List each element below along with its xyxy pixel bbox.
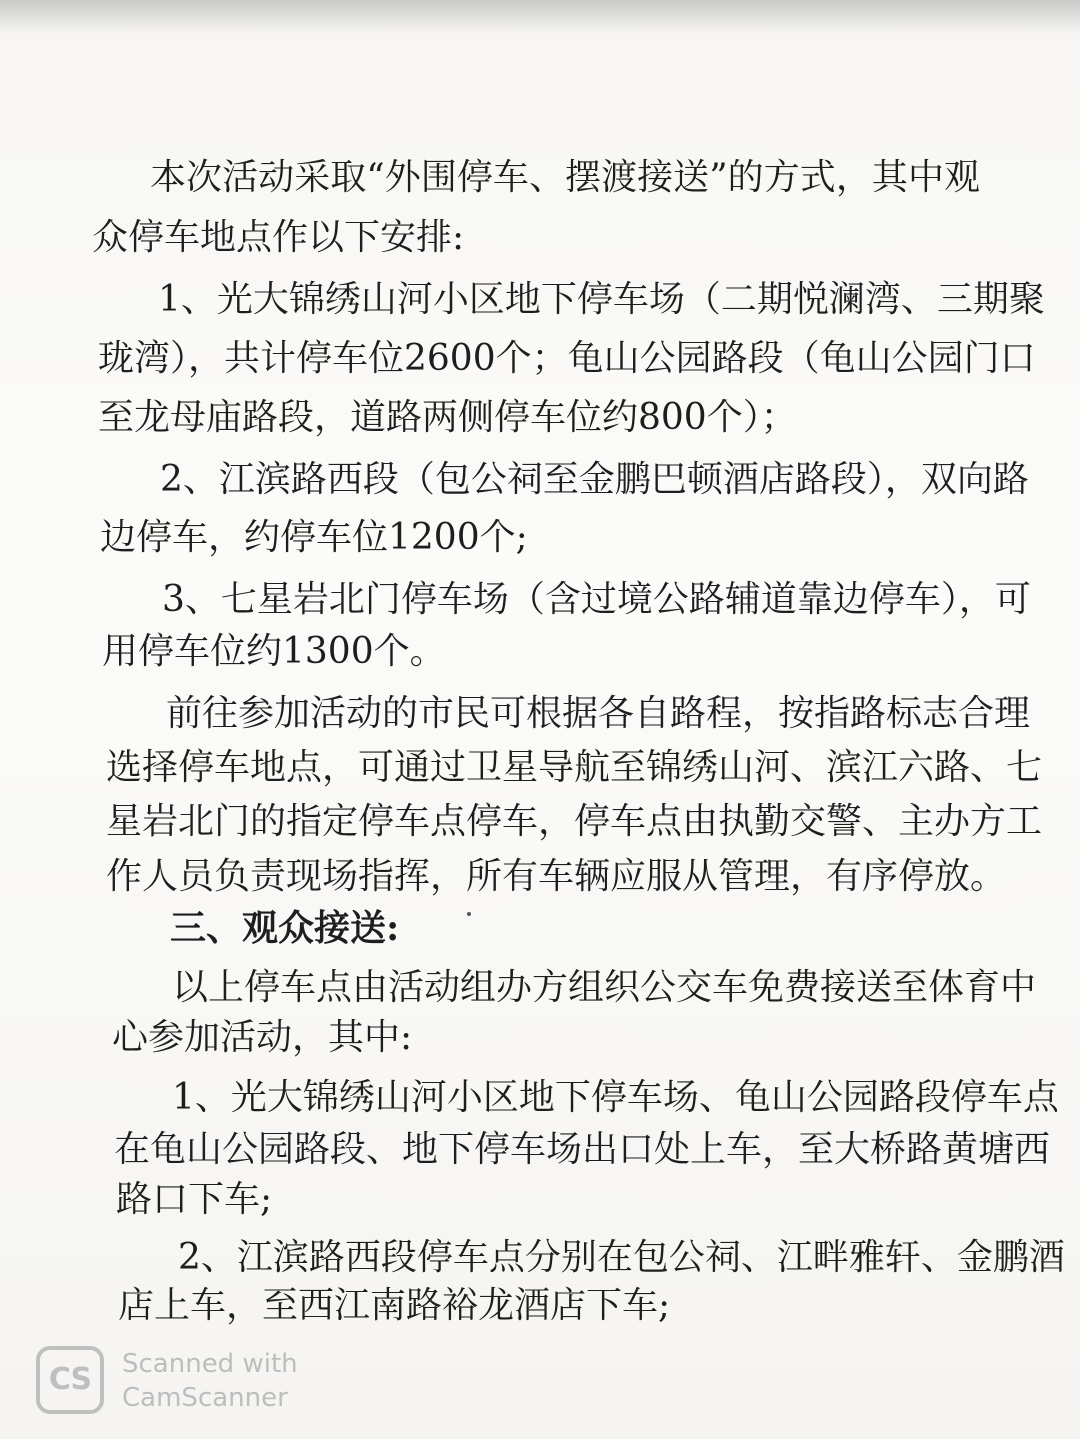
text-line-8: 3、七星岩北门停车场（含过境公路辅道靠边停车），可 (162, 579, 1031, 620)
camscanner-watermark (36, 1346, 336, 1418)
text-line-11: 选择停车地点，可通过卫星导航至锦绣山河、滨江六路、七 (106, 747, 1043, 788)
text-line-20: 店上车，至西江南路裕龙酒店下车; (118, 1285, 671, 1326)
text-line-18: 路口下车; (116, 1179, 273, 1220)
camscanner-logo-icon: CS (36, 1346, 104, 1414)
watermark-line-1: Scanned with (122, 1349, 298, 1379)
scan-speck (467, 912, 471, 916)
text-line-10: 前往参加活动的市民可根据各自路程，按指路标志合理 (166, 693, 1031, 734)
text-line-1: 本次活动采取“外围停车、摆渡接送”的方式，其中观 (150, 157, 980, 198)
section-heading-audience-shuttle: 三、观众接送: (170, 907, 400, 949)
scan-edge-shadow (0, 0, 1080, 34)
text-line-3: 1、光大锦绣山河小区地下停车场（二期悦澜湾、三期聚 (158, 279, 1045, 320)
text-line-19: 2、江滨路西段停车点分别在包公祠、江畔雅轩、金鹏酒 (178, 1237, 1065, 1278)
text-line-16: 1、光大锦绣山河小区地下停车场、龟山公园路段停车点 (172, 1077, 1059, 1118)
text-line-13: 作人员负责现场指挥，所有车辆应服从管理，有序停放。 (106, 856, 1007, 897)
text-line-17: 在龟山公园路段、地下停车场出口处上车，至大桥路黄塘西 (114, 1129, 1051, 1170)
watermark-line-2: CamScanner (122, 1383, 288, 1413)
text-line-5: 至龙母庙路段，道路两侧停车位约800个）； (98, 397, 797, 438)
text-line-15: 心参加活动，其中: (112, 1017, 413, 1058)
text-line-2: 众停车地点作以下安排: (92, 217, 465, 258)
text-line-9: 用停车位约1300个。 (102, 631, 446, 672)
text-line-7: 边停车，约停车位1200个; (100, 517, 528, 558)
text-line-6: 2、江滨路西段（包公祠至金鹏巴顿酒店路段），双向路 (160, 459, 1029, 500)
text-line-12: 星岩北门的指定停车点停车，停车点由执勤交警、主办方工 (106, 801, 1043, 842)
text-line-14: 以上停车点由活动组办方组织公交车免费接送至体育中 (172, 967, 1037, 1008)
text-line-4: 珑湾），共计停车位2600个；龟山公园路段（龟山公园门口 (98, 338, 1036, 379)
